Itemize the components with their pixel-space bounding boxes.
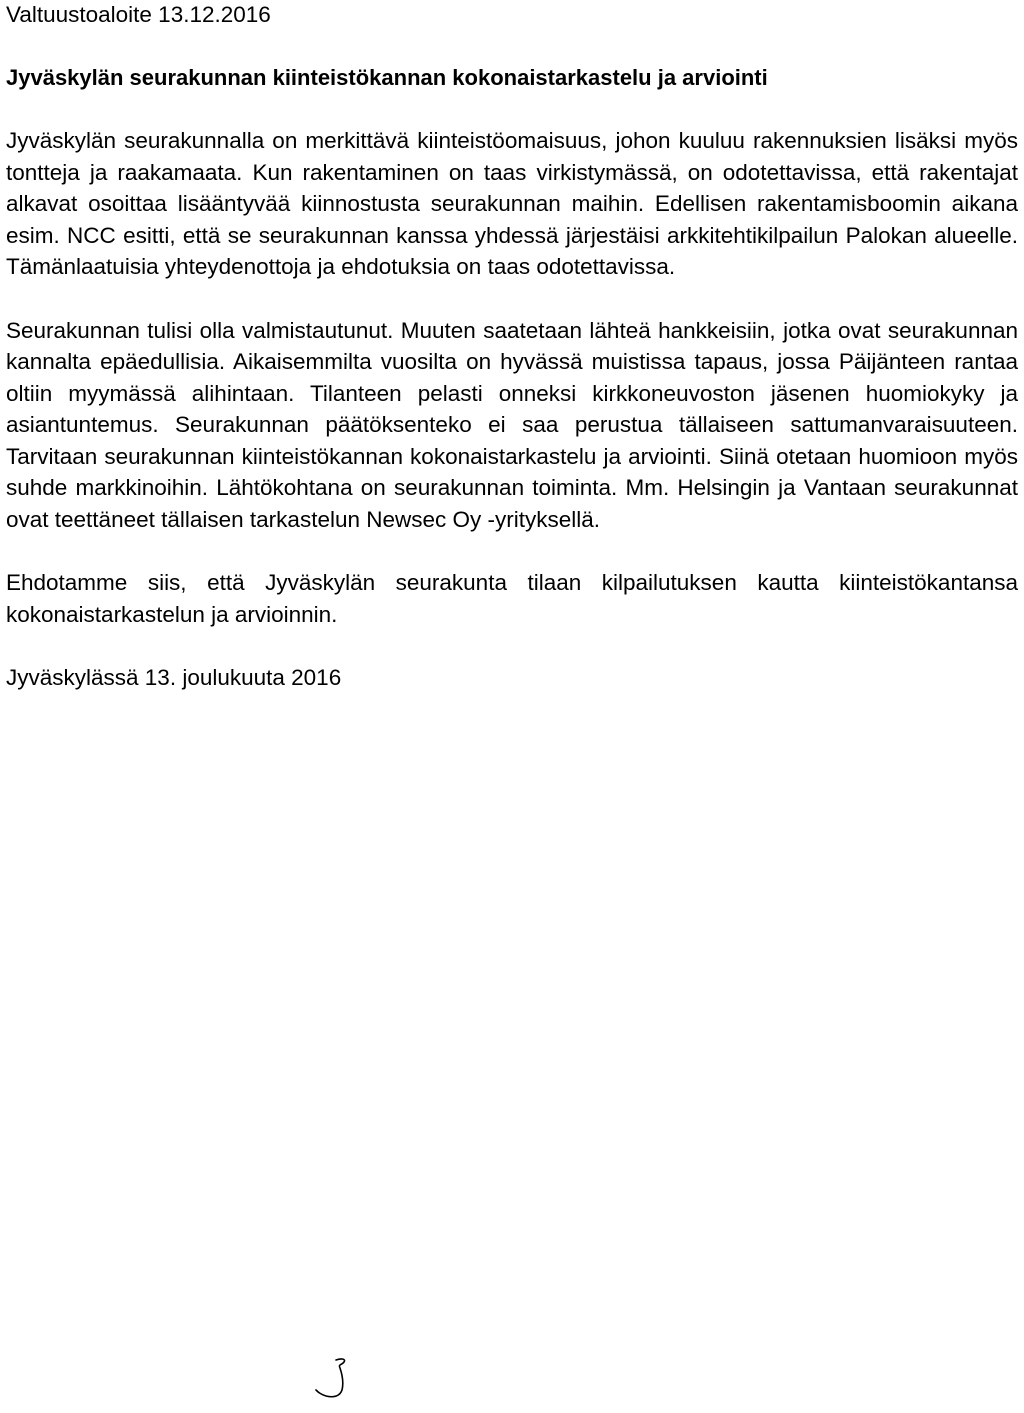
document-title: Jyväskylän seurakunnan kiinteistökannan kokonaistarkastelu ja arviointi (6, 65, 768, 90)
signoff-date-line: Jyväskylässä 13. joulukuuta 2016 (6, 665, 342, 690)
paragraph-1: Jyväskylän seurakunnalla on merkittävä kiinteistöomaisuus, johon kuuluu rakennuksien lisäksi myös tontteja ja raakamaata. Kun rakentaminen on taas virkistymässä, on odotettavissa, että rakentajat alkavat osoittaa lisääntyvää kiinnostusta seurakunnan maihin. Edellisen rakentamisboomin aikana esim. NCC esitti, että se seurakunnan kanssa yhdessä järjestäisi arkkitehtikilpailun Palokan alueelle. Tämänlaatuisia yhteydenottoja ja ehdotuksia on taas odotettavissa. (6, 128, 1018, 279)
document-header: Valtuustoaloite 13.12.2016 (6, 2, 271, 27)
handwritten-mark (298, 1356, 368, 1406)
paragraph-2: Seurakunnan tulisi olla valmistautunut. Muuten saatetaan lähteä hankkeisiin, jotka ovat seurakunnan kannalta epäedullisia. Aikaisemmilta vuosilta on hyvässä muistissa tapaus, jossa Päijänteen rantaa oltiin myymässä alihintaan. Tilanteen pelasti onneksi kirkkoneuvoston jäsenen huomiokyky ja asiantuntemus. Seurakunnan päätöksenteko ei saa perustua tällaiseen sattumanvaraisuuteen. Tarvitaan seurakunnan kiinteistökannan kokonaistarkastelu ja arviointi. Siinä otetaan huomioon myös suhde markkinoihin. Lähtökohtana on seurakunnan toiminta. Mm. Helsingin ja Vantaan seurakunnat ovat teettäneet tällaisen tarkastelun Newsec Oy -yrityksellä. (6, 317, 1018, 532)
document-page (6, 0, 1018, 694)
paragraph-3: Ehdotamme siis, että Jyväskylän seurakunta tilaan kilpailutuksen kautta kiinteistökantansa kokonaistarkastelun ja arvioinnin. (6, 570, 1018, 627)
